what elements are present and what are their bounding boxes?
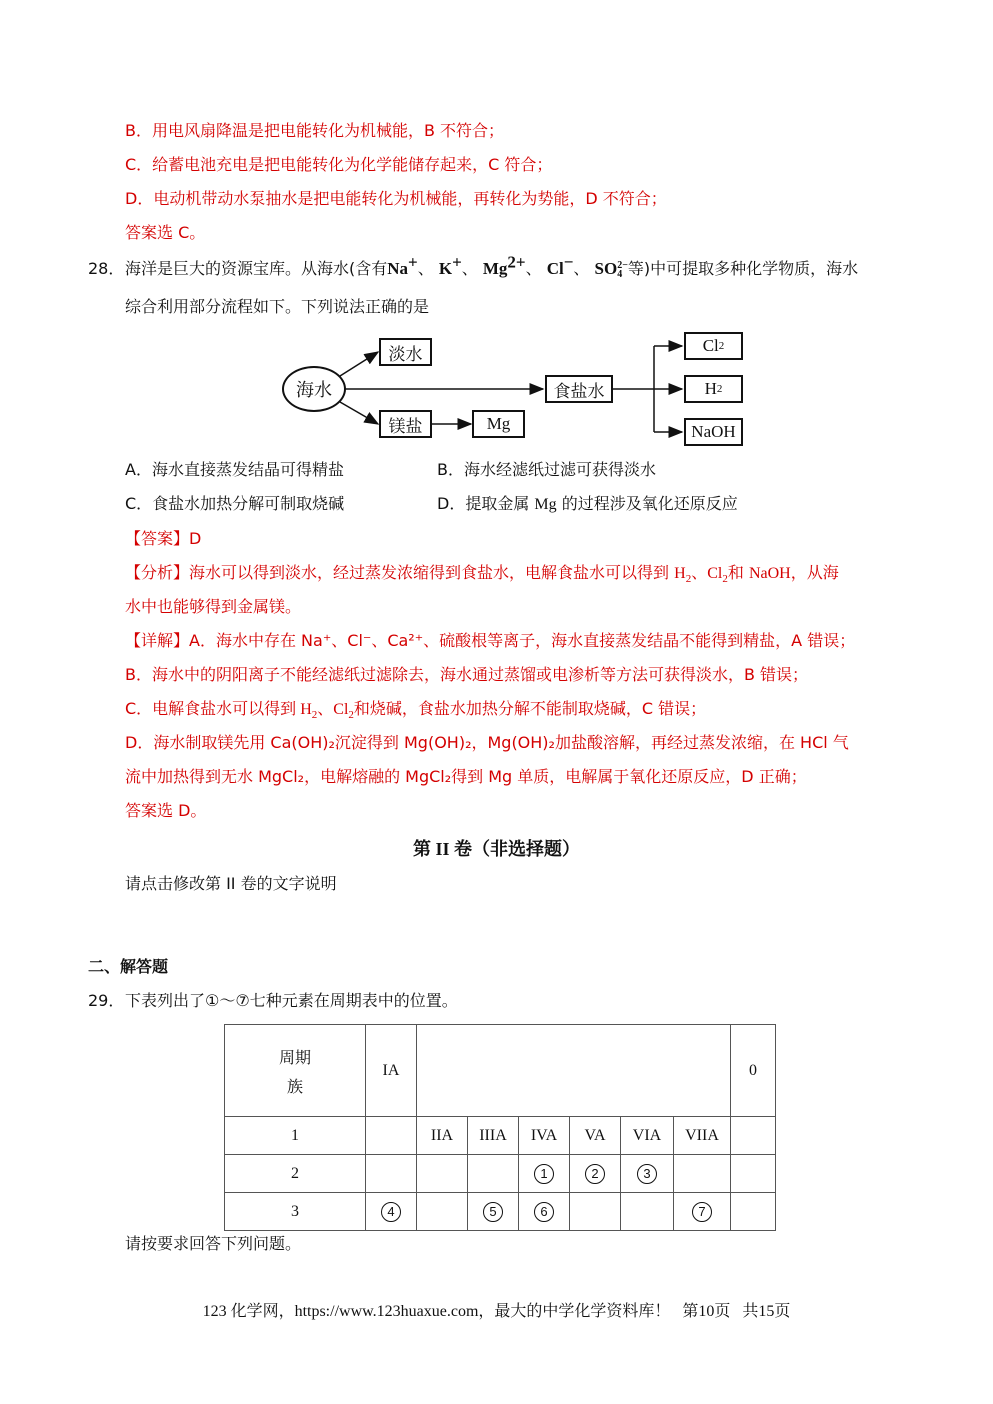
section-title: 第 II 卷（非选择题） (412, 839, 580, 859)
periodic-table (224, 1024, 776, 1231)
naoh-node: NaOH (684, 418, 743, 446)
cell-r2-via (621, 1155, 674, 1193)
option-c: C．食盐水加热分解可制取烧碱 (125, 494, 345, 513)
col-ia-header: IA (366, 1025, 417, 1117)
header-blank (417, 1025, 731, 1117)
section-heading: 二、解答题 (88, 957, 169, 976)
answer-line-b: B．用电风扇降温是把电能转化为机械能，B 不符合； (125, 121, 505, 140)
element-marker-4: 4 (381, 1202, 401, 1222)
option-d: D．提取金属 Mg 的过程涉及氧化还原反应 (437, 494, 738, 513)
footer-site[interactable]: 123 化学网，https://www.123huaxue.com，最大的中学化学资料库！ (202, 1303, 671, 1320)
answer-line-c: C．给蓄电池充电是把电能转化为化学能储存起来，C 符合； (125, 155, 553, 174)
q28-detail-a: 【详解】A．海水中存在 Na⁺、Cl⁻、Ca²⁺、硫酸根等离子，海水直接蒸发结晶不能得到精盐，A 错误； (125, 631, 856, 650)
section-note[interactable]: 请点击修改第 II 卷的文字说明 (125, 874, 337, 893)
q29-number: 29． (88, 991, 125, 1010)
cell-r3-via (621, 1193, 674, 1231)
q28-detail-c: C．电解食盐水可以得到 $H_2$、$Cl_2$和烧碱，食盐水加热分解不能制取烧碱，C 错误； (125, 699, 707, 722)
cell-r2-iva (519, 1155, 570, 1193)
q28-answer: 【答案】D (125, 529, 202, 548)
cell-r3-iia (417, 1193, 468, 1231)
group-iiia: IIIA (468, 1117, 519, 1155)
group-iva: IVA (519, 1117, 570, 1155)
group-via: VIA (621, 1117, 674, 1155)
q28-conclusion: 答案选 D。 (125, 801, 207, 820)
mg-node: Mg (472, 410, 525, 438)
element-marker-3: 3 (637, 1164, 657, 1184)
cell-r2-iiia (468, 1155, 519, 1193)
row-2-label: 2 (225, 1155, 366, 1193)
cell-r3-iiia (468, 1193, 519, 1231)
group-viia: VIIA (674, 1117, 731, 1155)
q29-instruction: 请按要求回答下列问题。 (125, 1234, 302, 1253)
q28-analysis-line2: 水中也能够得到金属镁。 (125, 597, 302, 616)
brine-node: 食盐水 (545, 375, 613, 403)
q28-stem-line2: 综合利用部分流程如下。下列说法正确的是 (125, 297, 430, 316)
cell-r3-viia (674, 1193, 731, 1231)
q28-analysis: 【分析】海水可以得到淡水，经过蒸发浓缩得到食盐水，电解食盐水可以得到 $H_2$、$Cl_2$和 NaOH，从海 (125, 563, 839, 586)
cell-r1-ia (366, 1117, 417, 1155)
option-b: B．海水经滤纸过滤可获得淡水 (437, 460, 656, 479)
element-marker-7: 7 (692, 1202, 712, 1222)
element-marker-2: 2 (585, 1164, 605, 1184)
group-iia: IIA (417, 1117, 468, 1155)
cell-r1-0 (731, 1117, 776, 1155)
q29-stem: 下表列出了①～⑦七种元素在周期表中的位置。 (125, 991, 458, 1010)
mg-salt-node: 镁盐 (379, 410, 432, 438)
cell-r2-va (570, 1155, 621, 1193)
cell-r2-ia (366, 1155, 417, 1193)
cell-r2-0 (731, 1155, 776, 1193)
seawater-node: 海水 (282, 366, 346, 412)
q28-stem: 海洋是巨大的资源宝库。从海水(含有Na+、 K+、 $Mg^{2+}$、 Cl−、 SO 2− 4 等)中可提取多种化学物质，海水 (125, 252, 859, 280)
cell-r3-ia (366, 1193, 417, 1231)
h2-node: H 2 (684, 375, 743, 403)
fresh-water-node: 淡水 (379, 338, 432, 366)
cl2-node: Cl 2 (684, 332, 743, 360)
cell-r2-iia (417, 1155, 468, 1193)
q28-detail-d1: D．海水制取镁先用 Ca(OH)₂沉淀得到 Mg(OH)₂，Mg(OH)₂加盐酸溶解，再经过蒸发浓缩，在 HCl 气 (125, 733, 849, 752)
cell-r2-viia (674, 1155, 731, 1193)
q28-detail-d2: 流中加热得到无水 MgCl₂，电解熔融的 MgCl₂得到 Mg 单质，电解属于氧化还原反应，D 正确； (125, 767, 807, 786)
page-footer (0, 1298, 993, 1321)
element-marker-1: 1 (534, 1164, 554, 1184)
element-marker-6: 6 (534, 1202, 554, 1222)
row-3-label: 3 (225, 1193, 366, 1231)
flow-arrows (0, 0, 993, 460)
footer-total: 共15页 (742, 1303, 791, 1320)
cell-r3-0 (731, 1193, 776, 1231)
corner-cell: 周期 族 (225, 1025, 366, 1117)
footer-page: 第10页 (682, 1303, 731, 1320)
answer-conclusion: 答案选 C。 (125, 223, 206, 242)
answer-line-d: D．电动机带动水泵抽水是把电能转化为机械能，再转化为势能，D 不符合； (125, 189, 667, 208)
q28-number: 28． (88, 259, 125, 278)
cell-r3-iva (519, 1193, 570, 1231)
col-0-header: 0 (731, 1025, 776, 1117)
option-a: A．海水直接蒸发结晶可得精盐 (125, 460, 344, 479)
element-marker-5: 5 (483, 1202, 503, 1222)
q28-detail-b: B．海水中的阴阳离子不能经滤纸过滤除去，海水通过蒸馏或电渗析等方法可获得淡水，B 错误； (125, 665, 809, 684)
group-va: VA (570, 1117, 621, 1155)
row-1-label: 1 (225, 1117, 366, 1155)
cell-r3-va (570, 1193, 621, 1231)
